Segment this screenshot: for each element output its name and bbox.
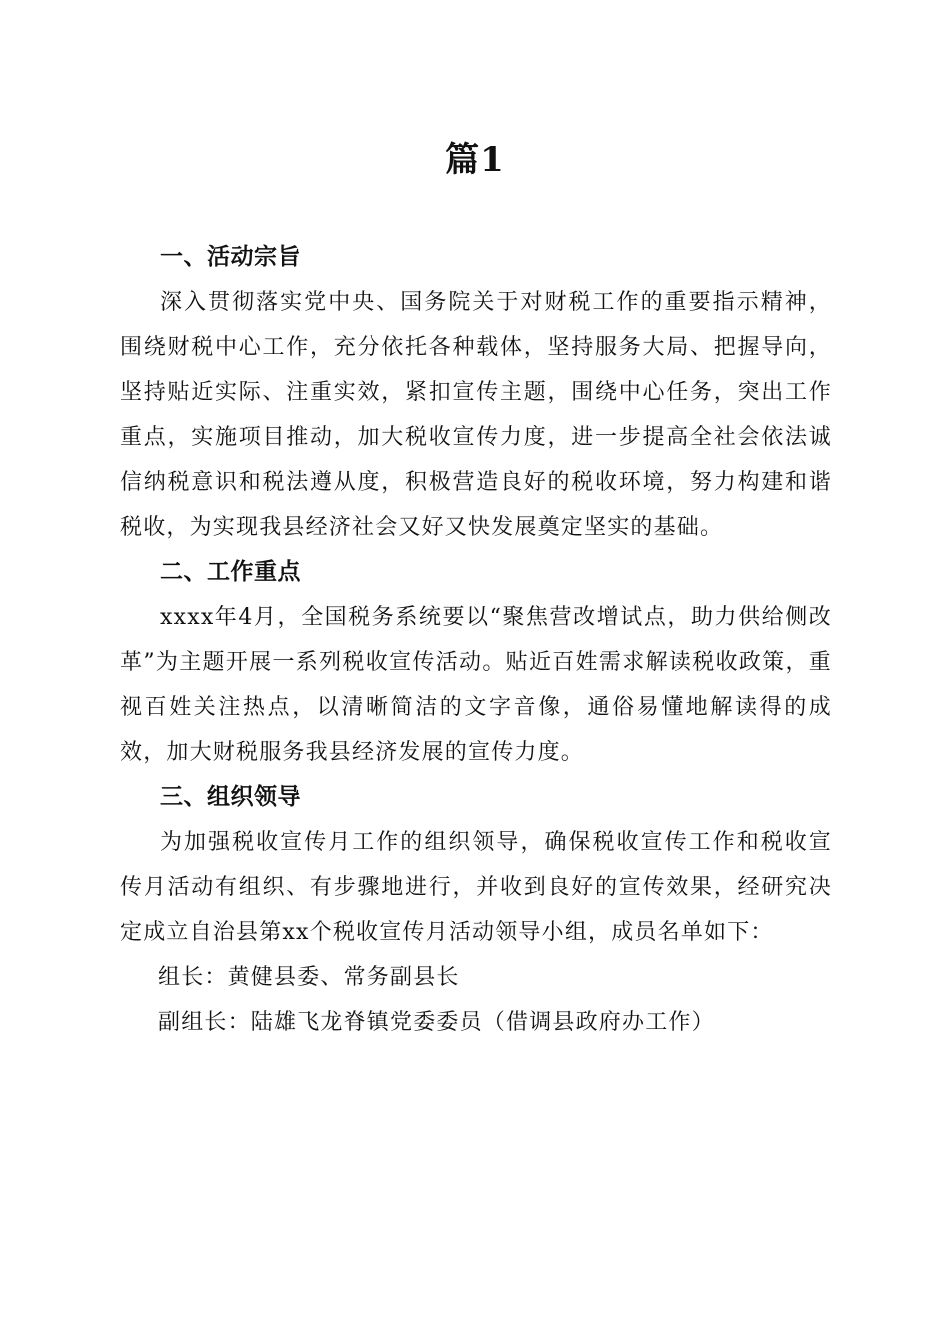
section-heading-leadership: 三、组织领导 (160, 784, 301, 810)
section-paragraph-focus: xxxx年4月，全国税务系统要以“聚焦营改增试点，助力供给侧改革”为主题开展一系列税收宣传活动。贴近百姓需求解读税收政策，重视百姓关注热点，以清晰简洁的文字音像，通俗易懂地解读得的成效，加大财税服务我县经济发展的宣传力度。 (120, 605, 832, 765)
member-line-leader: 组长：黄健县委、常务副县长 (158, 965, 460, 990)
section-paragraph-leadership: 为加强税收宣传月工作的组织领导，确保税收宣传工作和税收宣传月活动有组织、有步骤地进行，并收到良好的宣传效果，经研究决定成立自治县第xx个税收宣传月活动领导小组，成员名单如下： (120, 830, 832, 945)
section-heading-purpose: 一、活动宗旨 (160, 244, 301, 270)
section-paragraph-purpose: 深入贯彻落实党中央、国务院关于对财税工作的重要指示精神，围绕财税中心工作，充分依托各种载体，坚持服务大局、把握导向，坚持贴近实际、注重实效，紧扣宣传主题，围绕中心任务，突出工作重点，实施项目推动，加大税收宣传力度，进一步提高全社会依法诚信纳税意识和税法遵从度，积极营造良好的税收环境，努力构建和谐税收，为实现我县经济社会又好又快发展奠定坚实的基础。 (120, 290, 832, 540)
member-line-deputy-leader: 副组长：陆雄飞龙脊镇党委委员（借调县政府办工作） (158, 1010, 715, 1035)
section-heading-focus: 二、工作重点 (160, 559, 301, 585)
document-body (120, 235, 832, 1045)
document-title: 篇1 (445, 140, 505, 180)
